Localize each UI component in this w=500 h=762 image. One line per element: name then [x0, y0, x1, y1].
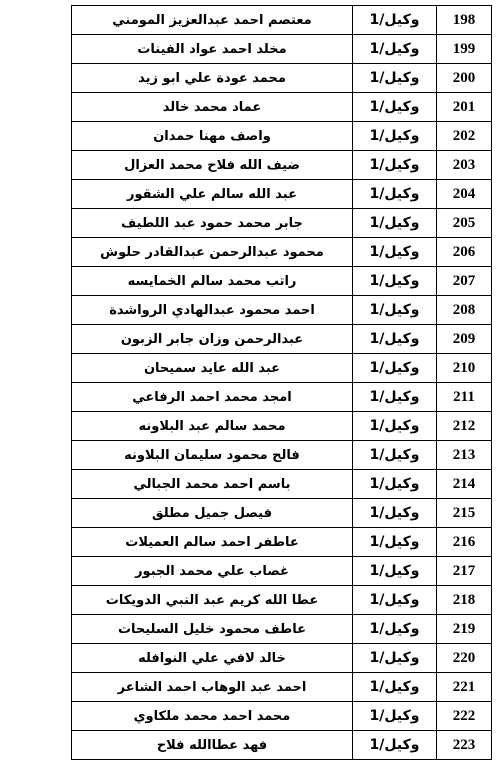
row-number-cell: 211 [437, 383, 492, 412]
name-cell: مخلد احمد عواد الفينات [72, 35, 353, 64]
name-cell: امجد محمد احمد الرفاعي [72, 383, 353, 412]
row-number-cell: 209 [437, 325, 492, 354]
rank-cell: وكيل/1 [353, 499, 437, 528]
rank-cell: وكيل/1 [353, 412, 437, 441]
row-number-cell: 218 [437, 586, 492, 615]
rank-cell: وكيل/1 [353, 6, 437, 35]
table-row [72, 557, 492, 586]
row-number-cell: 210 [437, 354, 492, 383]
table-row [72, 151, 492, 180]
name-cell: محمد سالم عبد البلاونه [72, 412, 353, 441]
name-cell: فيصل جميل مطلق [72, 499, 353, 528]
rank-cell: وكيل/1 [353, 470, 437, 499]
table-row [72, 93, 492, 122]
table-row [72, 702, 492, 731]
table-row [72, 296, 492, 325]
rank-cell: وكيل/1 [353, 209, 437, 238]
row-number-cell: 213 [437, 441, 492, 470]
table-row [72, 731, 492, 760]
row-number-cell: 207 [437, 267, 492, 296]
row-number-cell: 208 [437, 296, 492, 325]
table-row [72, 180, 492, 209]
name-cell: احمد محمود عبدالهادي الرواشدة [72, 296, 353, 325]
rank-cell: وكيل/1 [353, 441, 437, 470]
row-number-cell: 212 [437, 412, 492, 441]
rank-cell: وكيل/1 [353, 354, 437, 383]
name-cell: عطا الله كريم عبد النبي الدويكات [72, 586, 353, 615]
rank-cell: وكيل/1 [353, 383, 437, 412]
name-cell: عاطف محمود خليل السليحات [72, 615, 353, 644]
table-row [72, 673, 492, 702]
name-cell: عبد الله سالم علي الشقور [72, 180, 353, 209]
rank-cell: وكيل/1 [353, 586, 437, 615]
row-number-cell: 221 [437, 673, 492, 702]
table-row [72, 586, 492, 615]
table-row [72, 325, 492, 354]
table-row [72, 412, 492, 441]
personnel-table [71, 5, 492, 760]
name-cell: باسم احمد محمد الجبالي [72, 470, 353, 499]
table-row [72, 383, 492, 412]
name-cell: محمد عودة علي ابو زيد [72, 64, 353, 93]
rank-cell: وكيل/1 [353, 93, 437, 122]
row-number-cell: 217 [437, 557, 492, 586]
rank-cell: وكيل/1 [353, 615, 437, 644]
rank-cell: وكيل/1 [353, 122, 437, 151]
name-cell: محمود عبدالرحمن عبدالقادر حلوش [72, 238, 353, 267]
rank-cell: وكيل/1 [353, 238, 437, 267]
row-number-cell: 215 [437, 499, 492, 528]
row-number-cell: 198 [437, 6, 492, 35]
rank-cell: وكيل/1 [353, 673, 437, 702]
name-cell: فالح محمود سليمان البلاونه [72, 441, 353, 470]
name-cell: غصاب علي محمد الجبور [72, 557, 353, 586]
name-cell: محمد احمد محمد ملكاوي [72, 702, 353, 731]
name-cell: خالد لافي علي النوافله [72, 644, 353, 673]
rank-cell: وكيل/1 [353, 644, 437, 673]
table-row [72, 470, 492, 499]
rank-cell: وكيل/1 [353, 267, 437, 296]
table-row [72, 499, 492, 528]
name-cell: عبد الله عايد سميحان [72, 354, 353, 383]
name-cell: عماد محمد خالد [72, 93, 353, 122]
row-number-cell: 206 [437, 238, 492, 267]
table-row [72, 122, 492, 151]
table-row [72, 238, 492, 267]
row-number-cell: 204 [437, 180, 492, 209]
rank-cell: وكيل/1 [353, 731, 437, 760]
rank-cell: وكيل/1 [353, 296, 437, 325]
row-number-cell: 203 [437, 151, 492, 180]
table-row [72, 528, 492, 557]
row-number-cell: 216 [437, 528, 492, 557]
table-row [72, 615, 492, 644]
name-cell: احمد عبد الوهاب احمد الشاعر [72, 673, 353, 702]
row-number-cell: 200 [437, 64, 492, 93]
table-row [72, 441, 492, 470]
table-row [72, 64, 492, 93]
name-cell: ضيف الله فلاح محمد العزال [72, 151, 353, 180]
row-number-cell: 219 [437, 615, 492, 644]
row-number-cell: 223 [437, 731, 492, 760]
row-number-cell: 202 [437, 122, 492, 151]
row-number-cell: 201 [437, 93, 492, 122]
table-row [72, 354, 492, 383]
row-number-cell: 220 [437, 644, 492, 673]
rank-cell: وكيل/1 [353, 702, 437, 731]
name-cell: عاطفر احمد سالم العميلات [72, 528, 353, 557]
rank-cell: وكيل/1 [353, 528, 437, 557]
personnel-table-body [72, 6, 492, 760]
table-row [72, 6, 492, 35]
name-cell: عبدالرحمن وزان جابر الزبون [72, 325, 353, 354]
row-number-cell: 205 [437, 209, 492, 238]
table-row [72, 209, 492, 238]
row-number-cell: 199 [437, 35, 492, 64]
rank-cell: وكيل/1 [353, 557, 437, 586]
name-cell: معتصم احمد عبدالعزيز المومني [72, 6, 353, 35]
row-number-cell: 214 [437, 470, 492, 499]
name-cell: راتب محمد سالم الخمايسه [72, 267, 353, 296]
row-number-cell: 222 [437, 702, 492, 731]
name-cell: واصف مهنا حمدان [72, 122, 353, 151]
name-cell: جابر محمد حمود عبد اللطيف [72, 209, 353, 238]
table-row [72, 35, 492, 64]
table-row [72, 644, 492, 673]
rank-cell: وكيل/1 [353, 180, 437, 209]
table-row [72, 267, 492, 296]
rank-cell: وكيل/1 [353, 325, 437, 354]
rank-cell: وكيل/1 [353, 35, 437, 64]
rank-cell: وكيل/1 [353, 151, 437, 180]
name-cell: فهد عطاالله فلاح [72, 731, 353, 760]
rank-cell: وكيل/1 [353, 64, 437, 93]
